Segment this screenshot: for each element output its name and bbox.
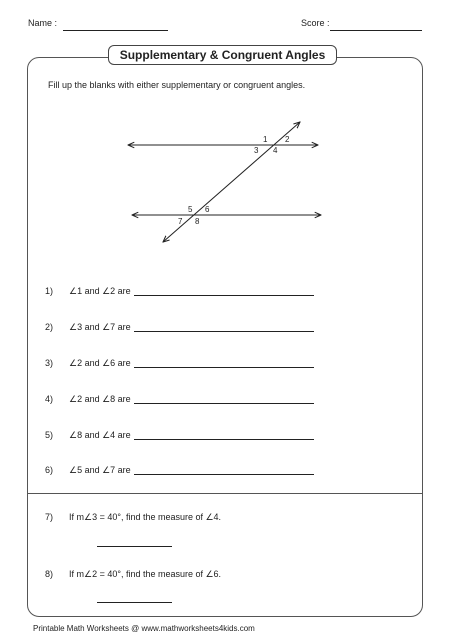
section-divider bbox=[28, 493, 422, 494]
question-number: 7) bbox=[45, 512, 54, 522]
question-text: ∠1 and ∠2 are bbox=[69, 286, 131, 296]
question-3 bbox=[45, 358, 131, 369]
answer-blank-3[interactable] bbox=[134, 367, 314, 368]
name-label: Name : bbox=[28, 18, 58, 28]
score-label: Score : bbox=[301, 18, 330, 28]
angle-label-1: 1 bbox=[263, 135, 268, 144]
angle-label-7: 7 bbox=[178, 217, 183, 226]
footer-credit: Printable Math Worksheets @ www.mathworksheets4kids.com bbox=[33, 624, 255, 633]
question-number: 2) bbox=[45, 322, 54, 332]
question-number: 4) bbox=[45, 394, 54, 404]
question-number: 3) bbox=[45, 358, 54, 368]
question-text: ∠5 and ∠7 are bbox=[69, 465, 131, 475]
question-4 bbox=[45, 394, 131, 405]
parallel-lines-figure bbox=[0, 0, 450, 280]
angle-label-3: 3 bbox=[254, 146, 259, 155]
question-text: ∠2 and ∠6 are bbox=[69, 358, 131, 368]
question-6 bbox=[45, 465, 131, 476]
answer-blank-5[interactable] bbox=[134, 439, 314, 440]
angle-label-8: 8 bbox=[195, 217, 200, 226]
question-5 bbox=[45, 430, 131, 441]
angle-label-2: 2 bbox=[285, 135, 290, 144]
question-7 bbox=[45, 512, 221, 523]
question-8 bbox=[45, 569, 221, 580]
transversal-line bbox=[163, 122, 300, 242]
answer-blank-7[interactable] bbox=[97, 546, 172, 547]
worksheet-title: Supplementary & Congruent Angles bbox=[108, 45, 337, 65]
question-text: If m∠3 = 40°, find the measure of ∠4. bbox=[69, 512, 222, 522]
question-number: 5) bbox=[45, 430, 54, 440]
question-2 bbox=[45, 322, 131, 333]
angle-label-5: 5 bbox=[188, 205, 193, 214]
question-number: 6) bbox=[45, 465, 54, 475]
question-number: 1) bbox=[45, 286, 54, 296]
question-1 bbox=[45, 286, 131, 297]
angle-label-4: 4 bbox=[273, 146, 278, 155]
question-text: ∠8 and ∠4 are bbox=[69, 430, 131, 440]
question-text: ∠3 and ∠7 are bbox=[69, 322, 131, 332]
answer-blank-2[interactable] bbox=[134, 331, 314, 332]
instructions: Fill up the blanks with either supplementary or congruent angles. bbox=[48, 80, 306, 90]
answer-blank-1[interactable] bbox=[134, 295, 314, 296]
angle-label-6: 6 bbox=[205, 205, 210, 214]
question-number: 8) bbox=[45, 569, 54, 579]
question-text: ∠2 and ∠8 are bbox=[69, 394, 131, 404]
answer-blank-6[interactable] bbox=[134, 474, 314, 475]
answer-blank-8[interactable] bbox=[97, 602, 172, 603]
question-text: If m∠2 = 40°, find the measure of ∠6. bbox=[69, 569, 222, 579]
answer-blank-4[interactable] bbox=[134, 403, 314, 404]
